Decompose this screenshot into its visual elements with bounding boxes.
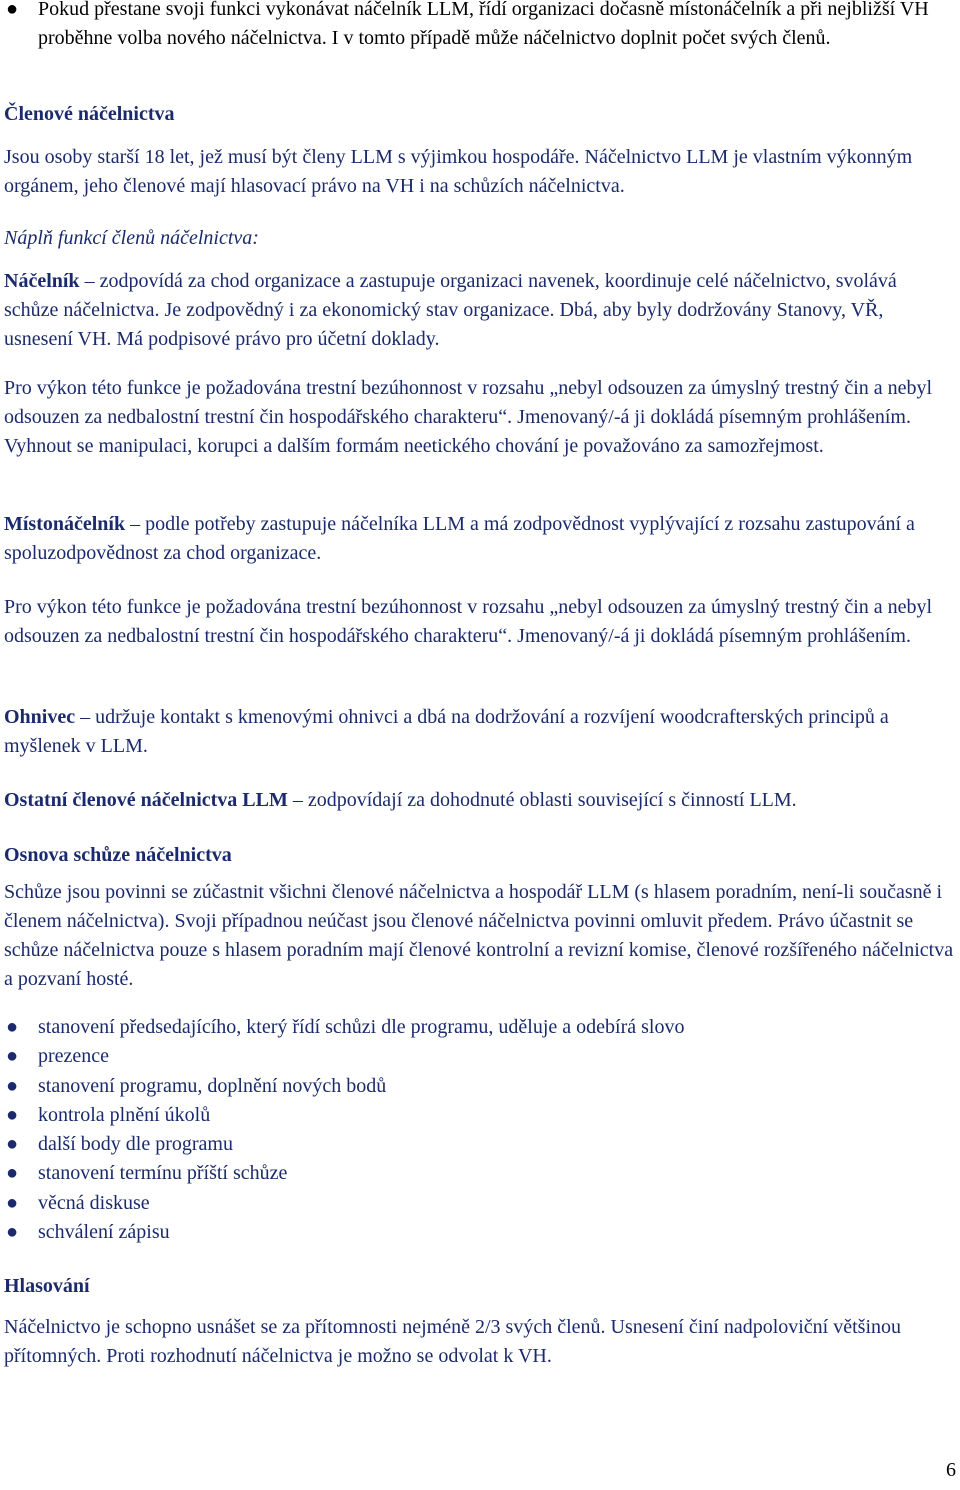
list-item: ● stanovení termínu příští schůze: [0, 1159, 960, 1188]
voting-heading: Hlasování: [4, 1275, 90, 1297]
list-item: ● prezence: [0, 1042, 960, 1071]
members-heading: Členové náčelnictva: [4, 103, 175, 125]
ohnivec-paragraph: [4, 703, 956, 761]
list-item: [0, 0, 960, 53]
list-item: ● stanovení předsedajícího, který řídí schůzi dle programu, uděluje a odebírá slovo: [0, 1013, 960, 1042]
agenda-list: [0, 1013, 960, 1247]
bullet-icon: ●: [6, 1074, 19, 1097]
chief-requirement: Pro výkon této funkce je požadována trestní bezúhonnost v rozsahu „nebyl odsouzen za úmyslný trestný čin a nebyl odsouzen za nedbalostní trestní čin hospodářského charakteru“. Jmenovaný/-á ji dokládá písemným prohlášením. Vyhnout se manipulaci, korupci a dalším formám neetického chování je považováno za samozřejmost.: [4, 377, 933, 457]
bullet-icon: ●: [6, 1016, 19, 1038]
list-item: ● schválení zápisu: [0, 1218, 960, 1247]
chief-text: – zodpovídá za chod organizace a zastupuje organizaci navenek, koordinuje celé náčelnictvo, svolává schůze náčelnictva. Je zodpovědný i za ekonomický stav organizace. Dbá, aby byly dodržovány Stanovy, VŘ, usnesení VH. Má podpisové právo pro účetní doklady.: [4, 270, 897, 350]
page-number: 6: [946, 1459, 956, 1481]
ohnivec-term: Ohnivec: [4, 706, 76, 728]
list-item: ● stanovení programu, doplnění nových bodů: [0, 1072, 960, 1101]
intro-bullet-text: Pokud přestane svoji funkci vykonávat náčelník LLM, řídí organizaci dočasně místonáčelník a při nejbližší VH proběhne volba nového náčelnictva. I v tomto případě může náčelnictvo doplnit počet svých členů.: [38, 0, 929, 49]
bullet-icon: ●: [6, 0, 19, 20]
bullet-icon: ●: [6, 1103, 19, 1126]
deputy-requirement: Pro výkon této funkce je požadována trestní bezúhonnost v rozsahu „nebyl odsouzen za úmyslný trestný čin a nebyl odsouzen za nedbalostní trestní čin hospodářského charakteru“. Jmenovaný/-á ji dokládá písemným prohlášením.: [4, 596, 933, 647]
others-text: – zodpovídají za dohodnuté oblasti související s činností LLM.: [287, 789, 797, 811]
list-item: ● další body dle programu: [0, 1130, 960, 1159]
others-term: Ostatní členové náčelnictva LLM: [4, 789, 288, 811]
ohnivec-text: – udržuje kontakt s kmenovými ohnivci a dbá na dodržování a rozvíjení woodcrafterských principů a myšlenek v LLM.: [4, 706, 889, 757]
bullet-icon: ●: [6, 1221, 19, 1244]
bullet-icon: ●: [6, 1162, 19, 1185]
intro-list: [0, 0, 960, 53]
members-text: Jsou osoby starší 18 let, jež musí být členy LLM s výjimkou hospodáře. Náčelnictvo LLM je vlastním výkonným orgánem, jeho členové mají hlasovací právo na VH i na schůzích náčelnictva.: [4, 146, 913, 197]
bullet-icon: ●: [6, 1133, 19, 1156]
list-item: ● věcná diskuse: [0, 1189, 960, 1218]
deputy-paragraph: [4, 510, 956, 568]
deputy-text: – podle potřeby zastupuje náčelníka LLM a má zodpovědnost vyplývající z rozsahu zastupování a spoluzodpovědnost za chod organizace.: [4, 513, 915, 564]
deputy-term: Místonáčelník: [4, 513, 126, 535]
functions-heading: Náplň funkcí členů náčelnictva:: [4, 227, 259, 249]
others-paragraph: [4, 786, 956, 815]
bullet-icon: ●: [6, 1045, 19, 1068]
bullet-icon: ●: [6, 1191, 19, 1214]
meeting-heading: Osnova schůze náčelnictva: [4, 844, 232, 866]
chief-term: Náčelník: [4, 270, 80, 292]
chief-paragraph: [4, 267, 956, 354]
voting-text: Náčelnictvo je schopno usnášet se za přítomnosti nejméně 2/3 svých členů. Usnesení činí nadpoloviční většinou přítomných. Proti rozhodnutí náčelnictva je možno se odvolat k VH.: [4, 1316, 902, 1367]
list-item: ● kontrola plnění úkolů: [0, 1101, 960, 1130]
meeting-text: Schůze jsou povinni se zúčastnit všichni členové náčelnictva a hospodář LLM (s hlasem poradním, není-li současně i členem náčelnictva). Svoji případnou neúčast jsou členové náčelnictva povinni omluvit předem. Právo účastnit se schůze náčelnictva pouze s hlasem poradním mají členové kontrolní a revizní komise, členové rozšířeného náčelnictva a pozvaní hosté.: [4, 881, 954, 990]
